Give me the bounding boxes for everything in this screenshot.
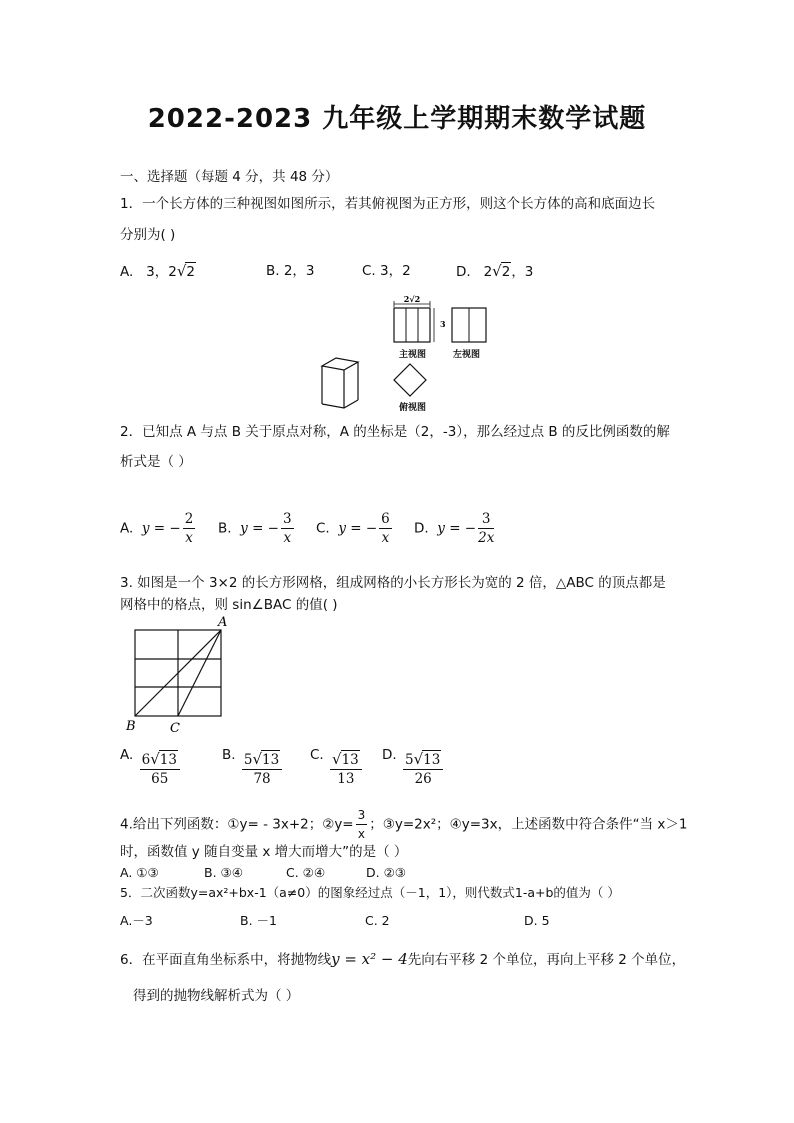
q4-option-b: B. ③④ xyxy=(204,865,243,880)
front-view-label: 主视图 xyxy=(399,350,427,360)
option-value: 3，2 xyxy=(146,264,177,280)
option-label: D. xyxy=(456,264,471,280)
fraction-denominator: x xyxy=(357,827,365,841)
option-label: C. xyxy=(310,747,324,763)
q6-text-part2: 先向右平移 2 个单位，再向上平移 2 个单位， xyxy=(407,952,686,968)
sqrt-radicand: 13 xyxy=(423,752,441,768)
section-heading: 一、选择题（每题 4 分，共 48 分） xyxy=(120,169,339,185)
sqrt-radicand: 13 xyxy=(262,752,280,768)
fraction-numerator: 3 xyxy=(356,806,368,825)
q5-option-a: A.－3 xyxy=(120,913,153,928)
fraction-denominator: 2x xyxy=(478,530,495,546)
coefficient: 5 xyxy=(404,752,414,768)
q4-text-part2: ；③y=2x²；④y=3x，上述函数中符合条件“当 x＞1 xyxy=(369,816,688,833)
left-view-label: 左视图 xyxy=(453,350,481,360)
option-value: ，3 xyxy=(511,264,534,280)
formula-lhs: y = − xyxy=(240,520,279,537)
q1-option-b: B. 2，3 xyxy=(266,263,315,279)
option-label: C. xyxy=(316,520,330,537)
q5-option-b: B. －1 xyxy=(240,913,277,928)
option-value: 2 xyxy=(483,264,493,280)
option-label: B. xyxy=(222,747,236,763)
q1-option-a: A. 3，2√2 xyxy=(120,262,196,280)
point-a-label: A xyxy=(218,615,228,630)
q2-option-d xyxy=(414,510,496,547)
q1-text-line1: 1．一个长方体的三种视图如图所示，若其俯视图为正方形，则这个长方体的高和底面边长 xyxy=(120,196,656,212)
parabola-formula: y = x² − 4 xyxy=(331,950,408,968)
fraction-numerator: 2 xyxy=(184,511,194,527)
fraction-denominator: x xyxy=(185,530,193,546)
fraction-denominator: x xyxy=(283,530,292,546)
fraction-denominator: 13 xyxy=(337,771,355,787)
height-label: 3 xyxy=(440,319,446,329)
coefficient: 6 xyxy=(141,752,151,768)
fraction-denominator: x xyxy=(381,530,390,546)
option-label: D. xyxy=(382,747,397,763)
q3-text-line2: 网格中的格点，则 sin∠BAC 的值( ) xyxy=(120,597,338,613)
q6-text-part1: 6．在平面直角坐标系中，将抛物线 xyxy=(120,952,332,968)
q5-option-d: D. 5 xyxy=(524,913,550,928)
q4-option-a: A. ①③ xyxy=(120,865,159,880)
formula-lhs: y = − xyxy=(338,520,378,537)
q4-option-c: C. ②④ xyxy=(286,865,326,880)
q6-text-line2: 得到的抛物线解析式为（ ） xyxy=(133,988,300,1004)
top-view-label: 俯视图 xyxy=(399,403,427,413)
q2-option-a xyxy=(120,510,197,547)
sqrt-radicand: 13 xyxy=(341,752,359,768)
q3-grid-figure xyxy=(118,612,238,736)
q2-text-line1: 2．已知点 A 与点 B 关于原点对称，A 的坐标是（2，-3），那么经过点 B 的反比例函数的解 xyxy=(120,424,670,440)
page-title: 2022-2023 九年级上学期期末数学试题 xyxy=(147,104,647,134)
q4-text-part1: 4.给出下列函数：①y= - 3x+2；②y= xyxy=(120,816,354,833)
fraction-numerator: 3 xyxy=(283,511,292,527)
formula-lhs: y = − xyxy=(141,520,181,537)
q5-option-c: C. 2 xyxy=(365,913,390,928)
q1-option-c: C. 3，2 xyxy=(362,263,411,279)
left-view-drawing xyxy=(452,308,486,342)
q5-text-line1: 5．二次函数y=ax²+bx-1（a≠0）的图象经过点（－1，1），则代数式1-a+b的值为（ ） xyxy=(120,885,620,900)
option-label: A. xyxy=(120,747,134,763)
fraction-denominator: 26 xyxy=(414,771,432,787)
q6-text-line1 xyxy=(120,950,685,969)
q2-text-line2: 析式是（ ） xyxy=(120,454,192,470)
formula-lhs: y = − xyxy=(437,520,477,537)
fraction-denominator: 78 xyxy=(253,771,271,787)
q1-option-d: D. 2√2，3 xyxy=(456,262,534,280)
q3-option-d: D. $\frac{5√13}{26}$ xyxy=(382,746,445,788)
dimension-label: 2√2 xyxy=(403,294,421,304)
q3-option-a: A. $\frac{6√13}{65}$ xyxy=(120,746,182,788)
fraction-numerator: 6 xyxy=(381,511,390,527)
option-label: B. xyxy=(218,520,232,537)
option-label: A. xyxy=(120,520,134,537)
q3-text-line1: 3. 如图是一个 3×2 的长方形网格，组成网格的小长方形长为宽的 2 倍，△ABC 的顶点都是 xyxy=(120,575,666,591)
q2-option-c xyxy=(316,510,394,547)
front-view-drawing xyxy=(394,301,434,342)
q3-option-c: C. $\frac{√13}{13}$ xyxy=(310,746,364,788)
segment-ac xyxy=(178,630,221,716)
point-b-label: B xyxy=(126,719,136,734)
fraction-numerator: 3 xyxy=(478,510,494,529)
fraction-denominator: 65 xyxy=(151,771,169,787)
cuboid-drawing xyxy=(322,358,358,408)
option-label: D. xyxy=(414,520,429,537)
q1-text-line2: 分别为( ) xyxy=(120,227,176,243)
sqrt-radicand: 13 xyxy=(159,752,177,768)
q4-option-d: D. ②③ xyxy=(366,865,406,880)
q2-option-b xyxy=(218,510,296,547)
q4-text-line1 xyxy=(120,806,688,843)
q3-option-b: B. $\frac{5√13}{78}$ xyxy=(222,746,284,788)
q4-text-line2: 时，函数值 y 随自变量 x 增大而增大”的是（ ） xyxy=(120,844,408,860)
option-label: A. xyxy=(120,264,134,280)
point-c-label: C xyxy=(170,721,180,736)
coefficient: 5 xyxy=(243,752,253,768)
sqrt-radicand: 2 xyxy=(186,264,196,280)
top-view-drawing xyxy=(394,364,426,396)
sqrt-radicand: 2 xyxy=(501,264,511,280)
